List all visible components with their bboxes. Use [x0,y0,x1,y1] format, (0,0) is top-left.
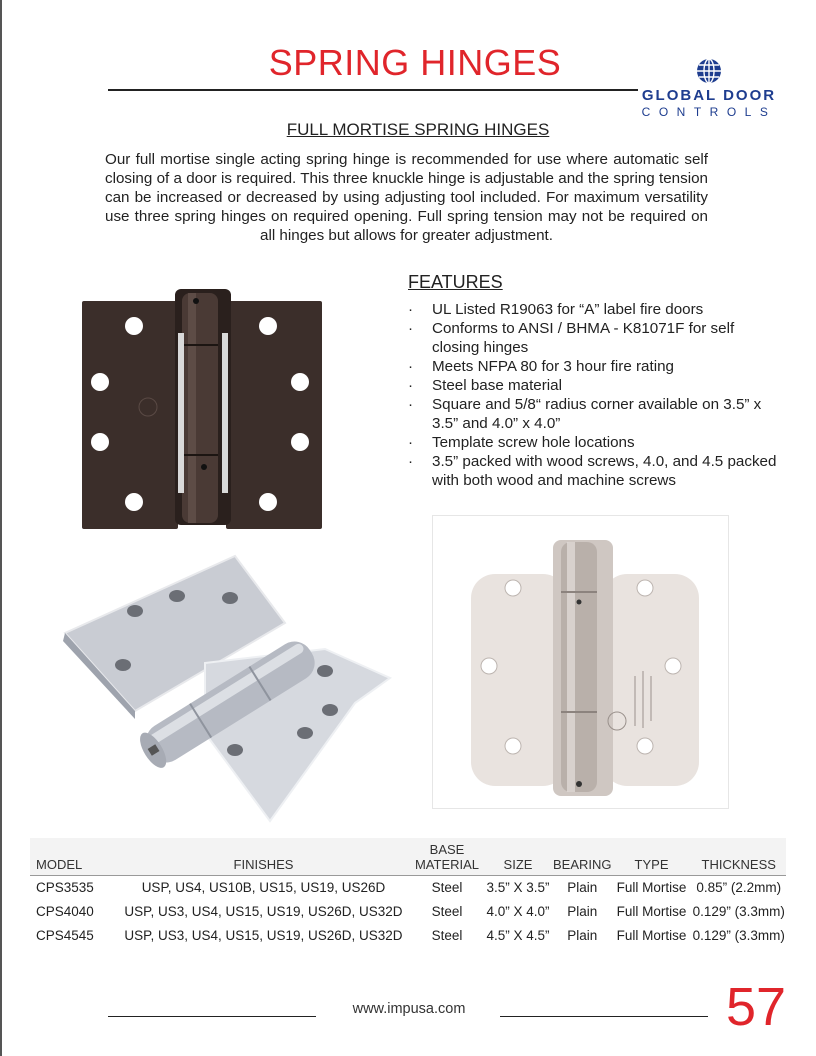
brand-logo [638,58,780,119]
feature-item: · Square and 5/8“ radius corner available on 3.5” x 3.5” and 4.0” x 4.0” [408,395,778,433]
cell-size: 4.5” X 4.5” [486,928,550,943]
cell-finishes: USP, US3, US4, US15, US19, US26D, US32D [124,904,403,919]
cell-bearing: Plain [567,904,598,919]
cell-bearing: Plain [567,880,598,895]
brand-name-line2: CONTROLS [641,105,777,119]
column-header-model: MODEL [30,838,116,876]
cell-size: 4.0” X 4.0” [486,904,550,919]
cell-type: Full Mortise [616,880,687,895]
column-header-material-line1: BASE [429,842,465,857]
cell-finishes: USP, US4, US10B, US15, US19, US26D [141,880,386,895]
column-header-type: TYPE [612,838,692,876]
features-heading: FEATURES [408,272,503,292]
hinge-photo-radius-corner [432,515,729,809]
cell-material: Steel [431,880,463,895]
feature-item: · 3.5” packed with wood screws, 4.0, and 4.5 packed with both wood and machine screws [408,452,778,490]
specifications-table [30,838,786,948]
column-header-base-material [411,838,483,876]
cell-model: CPS4545 [36,928,94,943]
brand-name-line1: GLOBAL DOOR [641,87,777,104]
cell-bearing: Plain [567,928,598,943]
column-header-thickness: THICKNESS [692,838,786,876]
table-row [30,876,786,901]
feature-item: · Template screw hole locations [408,433,778,452]
column-header-material-line2: MATERIAL [414,857,480,872]
cell-finishes: USP, US3, US4, US15, US19, US26D, US32D [124,928,403,943]
feature-item: · UL Listed R19063 for “A” label fire doors [408,300,778,319]
cell-type: Full Mortise [616,904,687,919]
feature-item: · Meets NFPA 80 for 3 hour fire rating [408,357,778,376]
hinge-photo-silver-open [55,553,395,828]
table-header-row [30,838,786,876]
footer-rule-left [108,1016,316,1017]
footer-website-link[interactable]: www.impusa.com [352,1001,466,1017]
cell-model: CPS3535 [36,880,94,895]
column-header-finishes: FINISHES [116,838,411,876]
feature-item: · Conforms to ANSI / BHMA - K81071F for self closing hinges [408,319,778,357]
column-header-size: SIZE [483,838,553,876]
globe-icon [696,58,722,84]
table-row [30,924,786,948]
footer-rule-right [500,1016,708,1017]
page-number: 57 [726,977,787,1037]
cell-type: Full Mortise [616,928,687,943]
column-header-bearing: BEARING [553,838,612,876]
product-description: Our full mortise single acting spring hinge is recommended for use where automatic self closing of a door is required. This three knuckle hinge is adjustable and the spring tension can be increased or decreased by using adjusting tool included. For maximum versatility use three spring hinges on required opening. Full spring tension may not be required on all hinges but allows for greater adjustment. [105,151,708,244]
cell-thickness: 0.129” (3.3mm) [692,928,785,943]
cell-size: 3.5” X 3.5” [486,880,550,895]
table-row [30,900,786,924]
cell-model: CPS4040 [36,904,94,919]
cell-material: Steel [431,928,463,943]
title-rule [108,89,638,91]
feature-item: · Steel base material [408,376,778,395]
cell-thickness: 0.85” (2.2mm) [696,880,782,895]
cell-material: Steel [431,904,463,919]
hinge-photo-bronze [78,285,328,530]
page-left-border [0,0,2,1056]
page-title: SPRING HINGES [268,42,562,83]
section-subtitle: FULL MORTISE SPRING HINGES [286,120,550,139]
cell-thickness: 0.129” (3.3mm) [692,904,785,919]
features-list [408,300,778,490]
